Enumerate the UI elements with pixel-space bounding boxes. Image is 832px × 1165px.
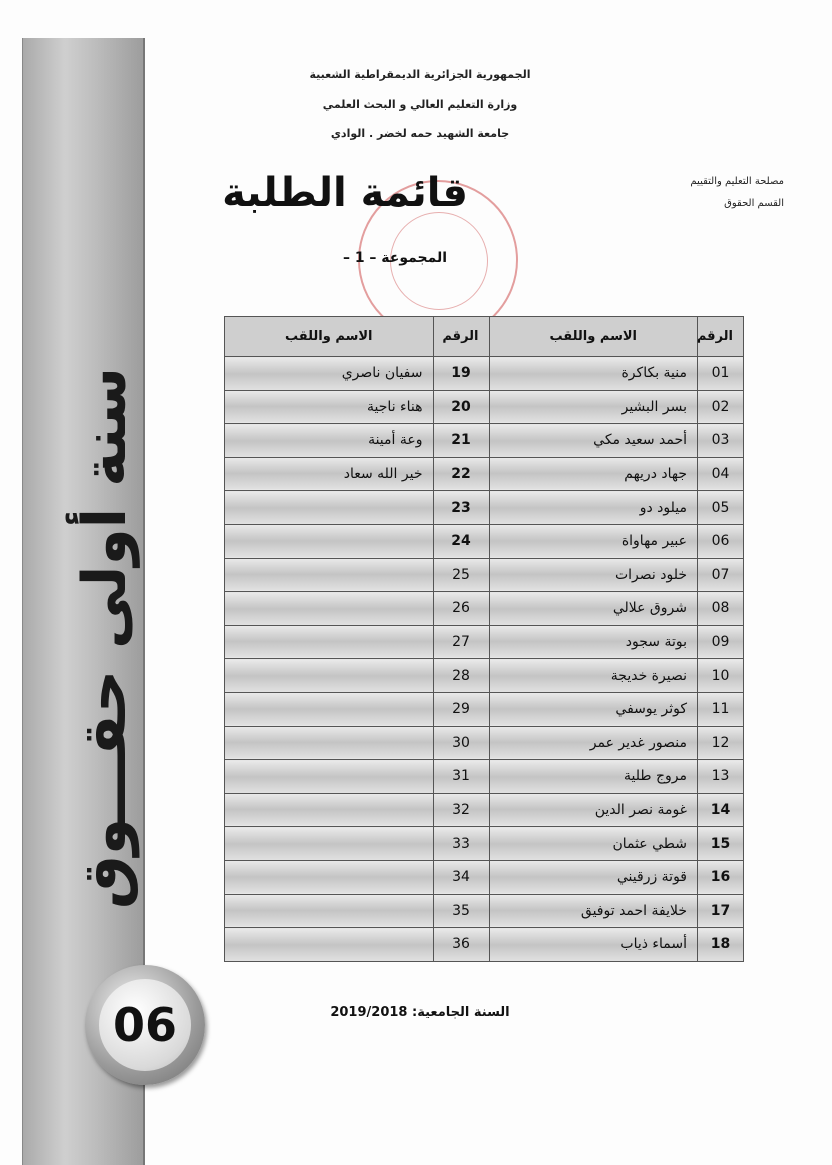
- cell-num-left: 21: [433, 424, 489, 458]
- side-note-service: مصلحة التعليم والتقييم: [690, 176, 784, 187]
- table-row: [225, 357, 744, 391]
- table-row: [225, 491, 744, 525]
- cell-name-left: [225, 860, 434, 894]
- cell-name-right: غومة نصر الدين: [489, 793, 698, 827]
- side-note-department: القسم الحقوق: [724, 198, 784, 209]
- cell-name-left: [225, 726, 434, 760]
- table-row: [225, 827, 744, 861]
- cell-name-right: قوتة زرقيني: [489, 860, 698, 894]
- cell-num-right: 06: [698, 524, 744, 558]
- cell-num-left: 36: [433, 928, 489, 962]
- cell-num-right: 05: [698, 491, 744, 525]
- table-row: [225, 457, 744, 491]
- cell-num-left: 19: [433, 357, 489, 391]
- cell-name-right: خلود نصرات: [489, 558, 698, 592]
- header-ministry: وزارة التعليم العالي و البحث العلمي: [322, 98, 518, 111]
- cell-num-left: 20: [433, 390, 489, 424]
- cell-name-left: وعة أمينة: [225, 424, 434, 458]
- table-row: [225, 760, 744, 794]
- cell-num-right: 17: [698, 894, 744, 928]
- student-table: [224, 316, 744, 962]
- cell-name-right: منصور غدير عمر: [489, 726, 698, 760]
- cell-name-right: شروق علالي: [489, 592, 698, 626]
- header-republic: الجمهورية الجزائرية الديمقراطية الشعبية: [309, 68, 531, 81]
- table-row: [225, 424, 744, 458]
- cell-num-right: 18: [698, 928, 744, 962]
- cell-name-right: ميلود دو: [489, 491, 698, 525]
- cell-name-left: خير الله سعاد: [225, 457, 434, 491]
- academic-year: السنة الجامعية: 2019/2018: [330, 1005, 510, 1020]
- cell-num-right: 13: [698, 760, 744, 794]
- cell-num-left: 28: [433, 659, 489, 693]
- table-row: [225, 592, 744, 626]
- cell-name-left: [225, 524, 434, 558]
- table-row: [225, 692, 744, 726]
- cell-num-right: 16: [698, 860, 744, 894]
- cell-num-left: 22: [433, 457, 489, 491]
- cell-num-right: 12: [698, 726, 744, 760]
- cell-num-right: 04: [698, 457, 744, 491]
- cell-num-left: 34: [433, 860, 489, 894]
- table-row: [225, 894, 744, 928]
- cell-num-left: 30: [433, 726, 489, 760]
- cell-name-left: [225, 928, 434, 962]
- cell-name-right: أسماء ذياب: [489, 928, 698, 962]
- cell-name-left: [225, 625, 434, 659]
- table-row: [225, 928, 744, 962]
- sidebar-title: سنة أولى حقـــوق: [70, 367, 140, 909]
- cell-name-left: سفيان ناصري: [225, 357, 434, 391]
- table-row: [225, 558, 744, 592]
- cell-name-right: جهاد دريهم: [489, 457, 698, 491]
- header-name-right: الاسم واللقب: [489, 317, 698, 357]
- table-row: [225, 860, 744, 894]
- cell-name-left: [225, 659, 434, 693]
- cell-name-left: [225, 491, 434, 525]
- cell-name-left: [225, 827, 434, 861]
- group-label: المجموعة – 1 –: [342, 250, 448, 266]
- group-number-badge: [85, 965, 205, 1085]
- cell-name-left: هناء ناجية: [225, 390, 434, 424]
- table-row: [225, 390, 744, 424]
- cell-name-left: [225, 592, 434, 626]
- table-row: [225, 524, 744, 558]
- cell-num-right: 15: [698, 827, 744, 861]
- cell-name-left: [225, 760, 434, 794]
- cell-name-right: أحمد سعيد مكي: [489, 424, 698, 458]
- cell-num-left: 25: [433, 558, 489, 592]
- table-row: [225, 793, 744, 827]
- cell-num-right: 10: [698, 659, 744, 693]
- cell-name-right: بسر البشير: [489, 390, 698, 424]
- header-name-left: الاسم واللقب: [225, 317, 434, 357]
- cell-name-right: منية بكاكرة: [489, 357, 698, 391]
- cell-name-right: عبير مهاواة: [489, 524, 698, 558]
- cell-name-right: شطي عثمان: [489, 827, 698, 861]
- page-title: قائمة الطلبة: [222, 170, 468, 216]
- cell-num-left: 29: [433, 692, 489, 726]
- cell-num-right: 01: [698, 357, 744, 391]
- cell-num-right: 14: [698, 793, 744, 827]
- header-university: جامعة الشهيد حمه لخضر . الوادي: [330, 127, 510, 140]
- cell-name-right: خلايفة احمد توفيق: [489, 894, 698, 928]
- cell-num-left: 23: [433, 491, 489, 525]
- cell-num-left: 27: [433, 625, 489, 659]
- cell-num-left: 31: [433, 760, 489, 794]
- cell-num-left: 32: [433, 793, 489, 827]
- cell-num-right: 03: [698, 424, 744, 458]
- cell-num-right: 11: [698, 692, 744, 726]
- cell-num-right: 08: [698, 592, 744, 626]
- cell-num-left: 24: [433, 524, 489, 558]
- cell-num-left: 26: [433, 592, 489, 626]
- table-row: [225, 625, 744, 659]
- table-header-row: [225, 317, 744, 357]
- cell-name-right: مروج طلية: [489, 760, 698, 794]
- cell-num-left: 33: [433, 827, 489, 861]
- cell-num-right: 09: [698, 625, 744, 659]
- header-num-left: الرقم: [433, 317, 489, 357]
- badge-number: 06: [99, 979, 191, 1071]
- header-num-right: الرقم: [698, 317, 744, 357]
- cell-name-left: [225, 894, 434, 928]
- table-body: [225, 357, 744, 962]
- cell-num-right: 02: [698, 390, 744, 424]
- cell-name-right: نصيرة خديجة: [489, 659, 698, 693]
- cell-name-left: [225, 558, 434, 592]
- cell-name-right: بوتة سجود: [489, 625, 698, 659]
- cell-name-left: [225, 692, 434, 726]
- cell-num-left: 35: [433, 894, 489, 928]
- cell-name-left: [225, 793, 434, 827]
- table-row: [225, 726, 744, 760]
- table-row: [225, 659, 744, 693]
- cell-num-right: 07: [698, 558, 744, 592]
- cell-name-right: كوثر يوسفي: [489, 692, 698, 726]
